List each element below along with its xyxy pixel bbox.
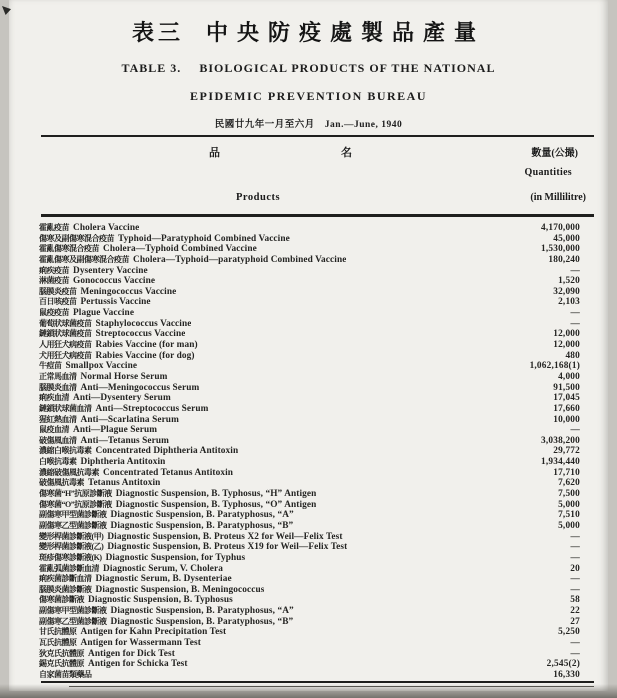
product-name-cn: 淋菌疫苗 [39,276,69,286]
quantity-value: 2,103 [558,297,580,308]
horizontal-rule-top [41,135,594,137]
quantity-value: — [570,542,580,553]
quantity-value: — [570,648,580,659]
table-title-en-part1: BIOLOGICAL PRODUCTS OF THE NATIONAL [199,61,496,75]
column-header-quantity-cn: 數量(公撮) [531,148,578,159]
product-name-en: Normal Horse Serum [80,371,168,382]
table-row [39,530,594,541]
column-header-quantities: Quantities [524,167,572,178]
column-header-unit: (in Millilitre) [530,192,586,203]
product-name-en: Diagnostic Suspension, B. Proteus X2 for Weil—Felix Test [107,531,343,542]
table-row [39,423,594,434]
quantity-value: 5,000 [558,499,580,510]
quantity-value: 5,250 [558,627,580,638]
quantity-value: — [570,552,580,563]
quantity-value: 5,000 [558,520,580,531]
product-name-cn: 霍亂傷寒混合疫苗 [39,244,99,254]
product-name-en: Diagnostic Suspension, B. Paratyphosus, “B” [110,520,294,531]
table-row [39,349,594,360]
product-name-en: Anti—Tetanus Serum [80,435,169,446]
product-name-en: Diagnostic Suspension, for Typhus [105,552,246,563]
product-name-cn: 鼠疫疫苗 [39,308,69,318]
quantity-value: 16,330 [553,669,580,680]
product-name-en: Cholera—Typhoid Combined Vaccine [103,244,257,255]
quantity-value: 45,000 [553,233,580,244]
product-name-cn: 正常馬血清 [39,371,77,381]
horizontal-rule-bottom [41,681,594,683]
quantity-value: 17,660 [553,403,580,414]
quantity-value: 180,240 [548,254,580,265]
quantity-value: 3,038,200 [541,435,580,446]
product-name-en: Diagnostic Serum, B. Dysenteriae [95,574,232,585]
quantity-value: 12,000 [553,329,580,340]
product-name-en: Concentrated Tetanus Antitoxin [103,467,234,478]
quantity-value: 7,510 [558,510,580,521]
page-title-english-line1 [9,61,608,76]
product-name-en: Diagnostic Serum, V. Cholera [103,563,223,574]
product-name-en: Gonococcus Vaccine [73,276,156,287]
product-name-en: Diagnostic Suspension, B. Paratyphosus, “B” [110,616,294,627]
product-name-cn: 牛痘苗 [39,361,62,371]
product-name-cn: 人用狂犬病疫苗 [39,340,92,350]
product-name-en: Diagnostic Suspension, B. Meningococcus [95,584,265,595]
table-row [39,327,594,338]
quantity-value: — [570,584,580,595]
product-name-en: Rabies Vaccine (for dog) [95,350,195,361]
table-row [39,604,594,615]
table-title-cn: 中央防疫處製品產量 [206,20,486,45]
table-row [39,242,594,253]
product-name-en: Staphylococcus Vaccine [95,318,192,329]
product-name-en: Anti—Plague Serum [73,425,158,436]
product-name-cn: 痢疾菌診斷血清 [39,574,92,584]
quantity-value: 12,000 [553,340,580,351]
product-name-cn: 濃縮破傷風抗毒素 [39,467,99,477]
quantity-value: 20 [570,563,580,574]
table-number-en: TABLE 3. [121,61,182,75]
product-name-cn: 副傷寒乙型菌診斷液 [39,520,107,530]
date-range [9,116,608,130]
quantity-value: 4,000 [558,371,580,382]
table-row [39,274,594,285]
table-row [39,498,594,509]
table-row [39,221,594,232]
table-row [39,562,594,573]
quantity-value: 1,530,000 [541,244,580,255]
quantity-value: 32,090 [553,286,580,297]
product-name-cn: 猩紅熱血清 [39,414,77,424]
product-name-cn: 瓦氏抗體原 [39,637,77,647]
product-name-cn: 霍亂疫苗 [39,223,69,232]
product-name-cn: 狄克氏抗體原 [39,648,84,658]
product-name-cn: 傷寒菌診斷液 [39,595,84,605]
table-row [39,285,594,296]
table-body [39,221,594,679]
table-row [39,317,594,328]
product-name-cn: 傷寒及副傷寒混合疫苗 [39,233,114,243]
product-name-cn: 濃縮白喉抗毒素 [39,446,92,456]
product-name-cn: 痢疾血清 [39,393,69,403]
table-row [39,391,594,402]
product-name-cn: 副傷寒甲型菌診斷液 [39,606,107,616]
table-row [39,583,594,594]
product-name-cn: 變形桿菌診斷液(乙) [39,542,104,552]
quantity-value: 1,934,440 [541,457,580,468]
table-number-cn: 表三 [131,20,184,45]
product-name-en: Antigen for Dick Test [88,648,175,659]
product-name-en: Antigen for Kahn Precipitation Test [80,627,227,638]
scan-shadow-bottom [0,684,617,698]
product-name-en: Anti—Scarlatina Serum [80,414,179,425]
product-name-en: Pertussis Vaccine [80,297,151,308]
product-name-cell [39,668,96,681]
product-name-en: Anti—Meningococcus Serum [80,382,200,393]
product-name-cn: 犬用狂犬病疫苗 [39,350,92,360]
date-range-cn: 民國廿九年一月至六月 [214,120,315,130]
product-name-en: Diagnostic Suspension, B. Typhosus [88,595,233,606]
quantity-value: 1,520 [558,276,580,287]
product-name-cn: 錫克氏抗體原 [39,659,84,669]
page-title-chinese [9,0,608,47]
product-name-cn: 自家菌苗類藥品 [39,669,92,679]
quantity-value: 27 [570,616,580,627]
table-row [39,508,594,519]
product-name-cn: 痢疾疫苗 [39,265,69,275]
product-name-en: Rabies Vaccine (for man) [95,340,198,351]
table-row [39,253,594,264]
product-name-cn: 副傷寒乙型菌診斷液 [39,616,107,626]
product-name-cn: 腦膜炎疫苗 [39,286,77,296]
quantity-value: — [570,425,580,436]
product-name-en: Plague Vaccine [73,308,135,319]
quantity-value: 7,500 [558,489,580,500]
product-name-en: Streptococcus Vaccine [95,329,186,340]
table-row [39,519,594,530]
product-name-en: Smallpox Vaccine [65,361,138,372]
table-row [39,657,594,668]
quantity-value: 10,000 [553,414,580,425]
table-row [39,647,594,658]
quantity-value: 2,545(2) [546,659,580,670]
quantity-value: 7,620 [558,478,580,489]
table-row [39,476,594,487]
column-header-pin: 品 [209,147,220,159]
date-range-en: Jan.—June, 1940 [324,120,403,130]
horizontal-rule-header [41,214,594,217]
product-name-cn: 葡萄狀球菌疫苗 [39,318,92,328]
product-name-en: Dysentery Vaccine [73,265,148,276]
product-name-cn: 變形桿菌診斷液(甲) [39,531,104,541]
product-name-en: Tetanus Antitoxin [88,478,161,489]
table-row [39,402,594,413]
product-name-en: Cholera Vaccine [73,223,140,233]
product-name-cn: 白喉抗毒素 [39,457,77,467]
table-row [39,615,594,626]
table-row [39,455,594,466]
quantity-value: 4,170,000 [541,223,580,233]
quantity-value: — [570,637,580,648]
product-name-cn: 甘氏抗體原 [39,627,77,637]
table-row [39,434,594,445]
product-name-en: Anti—Streptococcus Serum [95,403,209,414]
product-name-en: Diagnostic Suspension, B. Paratyphosus, “A” [110,606,294,617]
product-name-en: Diagnostic Suspension, B. Typhosus, “O” Antigen [115,499,317,510]
product-name-en: Diagnostic Suspension, B. Paratyphosus, “A” [110,510,294,521]
table-row [39,295,594,306]
quantity-value: 17,710 [553,467,580,478]
product-name-en: Cholera—Typhoid—paratyphoid Combined Vaccine [133,254,347,265]
product-name-cn: 鏈鎖狀球菌疫苗 [39,329,92,339]
product-name-cn: 霍亂弧菌診斷血清 [39,563,99,573]
page-title-english-line2: EPIDEMIC PREVENTION BUREAU [189,89,428,103]
quantity-value: 29,772 [553,446,580,457]
product-name-cn: 破傷風血清 [39,435,77,445]
table-column-header [41,142,594,212]
product-name-cn: 鏈鎖狀球菌血清 [39,403,92,413]
product-name-cn: 百日咳疫苗 [39,297,77,307]
table-row [39,359,594,370]
product-name-cn: 腦膜炎血清 [39,382,77,392]
product-name-cn: 鼠疫血清 [39,425,69,435]
quantity-value: 480 [565,350,580,361]
table-row [39,551,594,562]
product-name-en: Diphtheria Antitoxin [80,457,166,468]
quantity-value: — [570,531,580,542]
table-row [39,232,594,243]
quantity-value: — [570,308,580,319]
table-row [39,540,594,551]
product-name-cn: 破傷風抗毒素 [39,478,84,488]
table-row [39,338,594,349]
product-name-en: Diagnostic Suspension, B. Typhosus, “H” Antigen [115,489,317,500]
table-row [39,444,594,455]
quantity-value: 1,062,168(1) [529,361,580,372]
product-name-en: Antigen for Wassermann Test [80,637,201,648]
column-header-products: Products [236,192,281,203]
product-name-cn: 霍亂傷寒及副傷寒混合疫苗 [39,254,129,264]
table-row [39,306,594,317]
product-name-cn: 傷寒菌“O”抗原診斷液 [39,499,112,509]
product-name-cn: 副傷寒甲型菌診斷液 [39,510,107,520]
product-name-en: Diagnostic Suspension, B. Proteus X19 for Weil—Felix Test [107,542,348,553]
quantity-value: 91,500 [553,382,580,393]
table-row [39,593,594,604]
quantity-value: 58 [570,595,580,606]
product-name-cn: 腦膜炎菌診斷液 [39,584,92,594]
table-row [39,370,594,381]
product-name-en: Meningococcus Vaccine [80,286,177,297]
table-row [39,487,594,498]
table-row [39,625,594,636]
product-name-cn: 斑疹傷寒診斷液(K) [39,552,102,562]
product-name-en: Anti—Dysentery Serum [73,393,171,404]
product-name-en: Typhoid—Paratyphoid Combined Vaccine [118,233,290,244]
product-name-en: Antigen for Schicka Test [88,659,188,670]
document-page [9,0,608,691]
quantity-value: — [570,265,580,276]
quantity-value: — [570,574,580,585]
table-row [39,413,594,424]
column-header-ming: 名 [341,147,352,159]
product-name-en: Concentrated Diphtheria Antitoxin [95,446,239,457]
table-row [39,264,594,275]
quantity-value: 17,045 [553,393,580,404]
table-row [39,636,594,647]
table-row [39,668,594,679]
table-row [39,572,594,583]
quantity-value: — [570,318,580,329]
table-row [39,466,594,477]
table-row [39,381,594,392]
product-name-cn: 傷寒菌“H”抗原診斷液 [39,489,112,499]
quantity-value: 22 [570,606,580,617]
